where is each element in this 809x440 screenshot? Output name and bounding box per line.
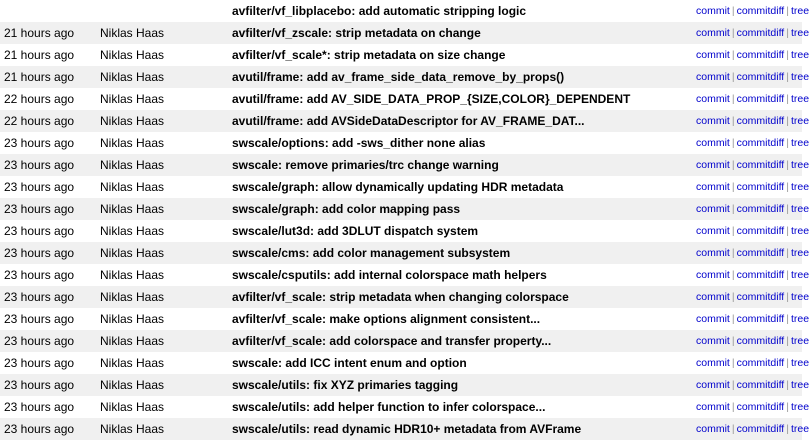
- table-row: [0, 44, 802, 66]
- link-separator: |: [731, 5, 735, 17]
- table-row: [0, 308, 802, 330]
- commit-link[interactable]: commit: [696, 181, 730, 193]
- commit-author: Niklas Haas: [100, 224, 165, 238]
- commitdiff-link[interactable]: commitdiff: [736, 335, 785, 347]
- commit-link[interactable]: commit: [696, 379, 730, 391]
- tree-link[interactable]: tree: [790, 379, 809, 391]
- commitdiff-link[interactable]: commitdiff: [736, 115, 785, 127]
- row-action-links: [694, 132, 809, 154]
- commit-link[interactable]: commit: [696, 423, 730, 435]
- tree-link[interactable]: tree: [790, 203, 809, 215]
- link-separator: |: [731, 423, 735, 435]
- commit-subject-link[interactable]: swscale/options: add -sws_dither none alias: [232, 136, 486, 150]
- commit-subject-link[interactable]: swscale/graph: allow dynamically updating HDR metadata: [232, 180, 564, 194]
- commit-age: [0, 0, 98, 22]
- table-row: [0, 88, 802, 110]
- commit-subject-link[interactable]: swscale/cms: add color management subsystem: [232, 246, 511, 260]
- commit-age: 23 hours ago: [4, 378, 75, 392]
- row-action-links: [694, 198, 809, 220]
- table-row: [0, 154, 802, 176]
- commit-age: 22 hours ago: [4, 92, 75, 106]
- tree-link[interactable]: tree: [790, 269, 809, 281]
- link-separator: |: [731, 401, 735, 413]
- row-action-links: [694, 286, 809, 308]
- commit-link[interactable]: commit: [696, 247, 730, 259]
- link-separator: |: [786, 203, 789, 215]
- commit-age: 23 hours ago: [4, 290, 75, 304]
- link-separator: |: [731, 291, 735, 303]
- tree-link[interactable]: tree: [790, 115, 809, 127]
- table-row: [0, 286, 802, 308]
- commitdiff-link[interactable]: commitdiff: [736, 93, 785, 105]
- row-action-links: [694, 418, 809, 440]
- link-separator: |: [786, 159, 789, 171]
- commitdiff-link[interactable]: commitdiff: [736, 401, 785, 413]
- link-separator: |: [786, 357, 789, 369]
- link-separator: |: [731, 49, 735, 61]
- commit-subject-link[interactable]: avfilter/vf_scale: strip metadata when changing colorspace: [232, 290, 569, 304]
- commit-author: Niklas Haas: [100, 422, 165, 436]
- link-separator: |: [786, 225, 789, 237]
- row-action-links: [694, 66, 809, 88]
- row-action-links: [694, 352, 809, 374]
- commit-subject-link[interactable]: swscale/graph: add color mapping pass: [232, 202, 461, 216]
- tree-link[interactable]: tree: [790, 335, 809, 347]
- tree-link[interactable]: tree: [790, 137, 809, 149]
- commit-age: 23 hours ago: [4, 180, 75, 194]
- commitdiff-link[interactable]: commitdiff: [736, 159, 785, 171]
- link-separator: |: [786, 401, 789, 413]
- table-row: [0, 418, 802, 440]
- link-separator: |: [731, 247, 735, 259]
- link-separator: |: [786, 93, 789, 105]
- row-action-links: [694, 88, 809, 110]
- commit-author: Niklas Haas: [100, 136, 165, 150]
- commit-author: Niklas Haas: [100, 246, 165, 260]
- commit-link[interactable]: commit: [696, 357, 730, 369]
- link-separator: |: [786, 291, 789, 303]
- commit-link[interactable]: commit: [696, 225, 730, 237]
- commit-subject-link[interactable]: avfilter/vf_scale*: strip metadata on size change: [232, 48, 506, 62]
- table-row: [0, 0, 802, 22]
- commit-subject-link[interactable]: avutil/frame: add AV_SIDE_DATA_PROP_{SIZE,COLOR}_DEPENDENT: [232, 92, 631, 106]
- commit-age: 23 hours ago: [4, 136, 75, 150]
- tree-link[interactable]: tree: [790, 401, 809, 413]
- link-separator: |: [786, 247, 789, 259]
- link-separator: |: [731, 335, 735, 347]
- commit-author: Niklas Haas: [100, 378, 165, 392]
- commit-author: Niklas Haas: [100, 48, 165, 62]
- commitdiff-link[interactable]: commitdiff: [736, 203, 785, 215]
- commit-age: 23 hours ago: [4, 268, 75, 282]
- link-separator: |: [731, 71, 735, 83]
- commit-link[interactable]: commit: [696, 49, 730, 61]
- commitdiff-link[interactable]: commitdiff: [736, 313, 785, 325]
- commit-author: Niklas Haas: [100, 158, 165, 172]
- commit-age: 23 hours ago: [4, 246, 75, 260]
- commit-subject-link[interactable]: swscale: add ICC intent enum and option: [232, 356, 467, 370]
- link-separator: |: [786, 5, 789, 17]
- commit-link[interactable]: commit: [696, 71, 730, 83]
- commit-age: 21 hours ago: [4, 26, 75, 40]
- table-row: [0, 264, 802, 286]
- row-action-links: [694, 44, 809, 66]
- row-action-links: [694, 220, 809, 242]
- commit-subject-link[interactable]: avutil/frame: add AVSideDataDescriptor for AV_FRAME_DAT...: [232, 114, 585, 128]
- tree-link[interactable]: tree: [790, 159, 809, 171]
- commit-link[interactable]: commit: [696, 27, 730, 39]
- tree-link[interactable]: tree: [790, 247, 809, 259]
- commitdiff-link[interactable]: commitdiff: [736, 27, 785, 39]
- table-row: [0, 242, 802, 264]
- commit-subject-link[interactable]: avutil/frame: add av_frame_side_data_remove_by_props(): [232, 70, 565, 84]
- table-row: [0, 396, 802, 418]
- tree-link[interactable]: tree: [790, 27, 809, 39]
- commit-subject-link[interactable]: swscale: remove primaries/trc change warning: [232, 158, 499, 172]
- commit-age: 23 hours ago: [4, 400, 75, 414]
- commit-author: Niklas Haas: [100, 70, 165, 84]
- table-row: [0, 132, 802, 154]
- link-separator: |: [786, 335, 789, 347]
- tree-link[interactable]: tree: [790, 423, 809, 435]
- tree-link[interactable]: tree: [790, 291, 809, 303]
- tree-link[interactable]: tree: [790, 71, 809, 83]
- commit-author: Niklas Haas: [100, 268, 165, 282]
- link-separator: |: [731, 269, 735, 281]
- commit-link[interactable]: commit: [696, 115, 730, 127]
- row-action-links: [694, 154, 809, 176]
- commitdiff-link[interactable]: commitdiff: [736, 71, 785, 83]
- row-action-links: [694, 396, 809, 418]
- link-separator: |: [786, 27, 789, 39]
- commitdiff-link[interactable]: commitdiff: [736, 269, 785, 281]
- commit-age: 23 hours ago: [4, 422, 75, 436]
- commit-subject-link[interactable]: swscale/utils: fix XYZ primaries tagging: [232, 378, 459, 392]
- table-row: [0, 374, 802, 396]
- table-row: [0, 220, 802, 242]
- commit-age: 21 hours ago: [4, 70, 75, 84]
- link-separator: |: [786, 49, 789, 61]
- link-separator: |: [731, 27, 735, 39]
- commit-author: Niklas Haas: [100, 290, 165, 304]
- commit-subject-link[interactable]: avfilter/vf_libplacebo: add automatic stripping logic: [232, 4, 527, 18]
- commitdiff-link[interactable]: commitdiff: [736, 247, 785, 259]
- row-action-links: [694, 242, 809, 264]
- link-separator: |: [786, 423, 789, 435]
- commit-link[interactable]: commit: [696, 203, 730, 215]
- commitdiff-link[interactable]: commitdiff: [736, 181, 785, 193]
- table-row: [0, 352, 802, 374]
- commitdiff-link[interactable]: commitdiff: [736, 379, 785, 391]
- tree-link[interactable]: tree: [790, 181, 809, 193]
- link-separator: |: [731, 357, 735, 369]
- row-action-links: [694, 374, 809, 396]
- commit-subject-link[interactable]: swscale/utils: add helper function to infer colorspace...: [232, 400, 546, 414]
- commit-subject-link[interactable]: avfilter/vf_zscale: strip metadata on change: [232, 26, 481, 40]
- commit-subject-link[interactable]: swscale/utils: read dynamic HDR10+ metadata from AVFrame: [232, 422, 582, 436]
- commit-age: 23 hours ago: [4, 356, 75, 370]
- row-action-links: [694, 330, 809, 352]
- tree-link[interactable]: tree: [790, 5, 809, 17]
- commitdiff-link[interactable]: commitdiff: [736, 291, 785, 303]
- commit-link[interactable]: commit: [696, 291, 730, 303]
- link-separator: |: [786, 269, 789, 281]
- table-row: [0, 330, 802, 352]
- link-separator: |: [786, 71, 789, 83]
- commitdiff-link[interactable]: commitdiff: [736, 137, 785, 149]
- commit-author: Niklas Haas: [100, 312, 165, 326]
- commitdiff-link[interactable]: commitdiff: [736, 423, 785, 435]
- commit-link[interactable]: commit: [696, 313, 730, 325]
- link-separator: |: [731, 313, 735, 325]
- commitdiff-link[interactable]: commitdiff: [736, 357, 785, 369]
- commit-author: Niklas Haas: [100, 400, 165, 414]
- link-separator: |: [731, 93, 735, 105]
- table-row: [0, 176, 802, 198]
- row-action-links: [694, 110, 809, 132]
- table-row: [0, 110, 802, 132]
- commit-subject-link[interactable]: swscale/csputils: add internal colorspace math helpers: [232, 268, 547, 282]
- table-row: [0, 198, 802, 220]
- commit-age: 23 hours ago: [4, 158, 75, 172]
- link-separator: |: [786, 313, 789, 325]
- tree-link[interactable]: tree: [790, 49, 809, 61]
- commit-link[interactable]: commit: [696, 93, 730, 105]
- row-action-links: [694, 22, 809, 44]
- commit-link[interactable]: commit: [696, 335, 730, 347]
- row-action-links: [694, 176, 809, 198]
- commit-age: 23 hours ago: [4, 334, 75, 348]
- row-action-links: [694, 0, 809, 22]
- link-separator: |: [731, 203, 735, 215]
- commit-subject-link[interactable]: swscale/lut3d: add 3DLUT dispatch system: [232, 224, 479, 238]
- link-separator: |: [731, 379, 735, 391]
- link-separator: |: [731, 225, 735, 237]
- commit-author: [98, 0, 230, 22]
- commit-age: 21 hours ago: [4, 48, 75, 62]
- commit-link[interactable]: commit: [696, 401, 730, 413]
- commit-link[interactable]: commit: [696, 269, 730, 281]
- tree-link[interactable]: tree: [790, 357, 809, 369]
- link-separator: |: [731, 115, 735, 127]
- row-action-links: [694, 308, 809, 330]
- commit-author: Niklas Haas: [100, 356, 165, 370]
- commit-age: 23 hours ago: [4, 202, 75, 216]
- commit-age: 23 hours ago: [4, 224, 75, 238]
- commit-author: Niklas Haas: [100, 202, 165, 216]
- commit-link[interactable]: commit: [696, 137, 730, 149]
- commit-author: Niklas Haas: [100, 180, 165, 194]
- commitdiff-link[interactable]: commitdiff: [736, 225, 785, 237]
- commitdiff-link[interactable]: commitdiff: [736, 49, 785, 61]
- commit-link[interactable]: commit: [696, 5, 730, 17]
- tree-link[interactable]: tree: [790, 225, 809, 237]
- table-row: [0, 22, 802, 44]
- tree-link[interactable]: tree: [790, 313, 809, 325]
- commit-subject-link[interactable]: avfilter/vf_scale: make options alignment consistent...: [232, 312, 541, 326]
- commit-age: 22 hours ago: [4, 114, 75, 128]
- link-separator: |: [731, 159, 735, 171]
- commit-author: Niklas Haas: [100, 26, 165, 40]
- link-separator: |: [731, 181, 735, 193]
- commit-author: Niklas Haas: [100, 114, 165, 128]
- commit-subject-link[interactable]: avfilter/vf_scale: add colorspace and transfer property...: [232, 334, 552, 348]
- row-action-links: [694, 264, 809, 286]
- commit-author: Niklas Haas: [100, 92, 165, 106]
- tree-link[interactable]: tree: [790, 93, 809, 105]
- commit-link[interactable]: commit: [696, 159, 730, 171]
- link-separator: |: [786, 137, 789, 149]
- link-separator: |: [786, 181, 789, 193]
- table-row: [0, 66, 802, 88]
- link-separator: |: [786, 115, 789, 127]
- link-separator: |: [731, 137, 735, 149]
- link-separator: |: [786, 379, 789, 391]
- commitdiff-link[interactable]: commitdiff: [736, 5, 785, 17]
- commit-age: 23 hours ago: [4, 312, 75, 326]
- commit-author: Niklas Haas: [100, 334, 165, 348]
